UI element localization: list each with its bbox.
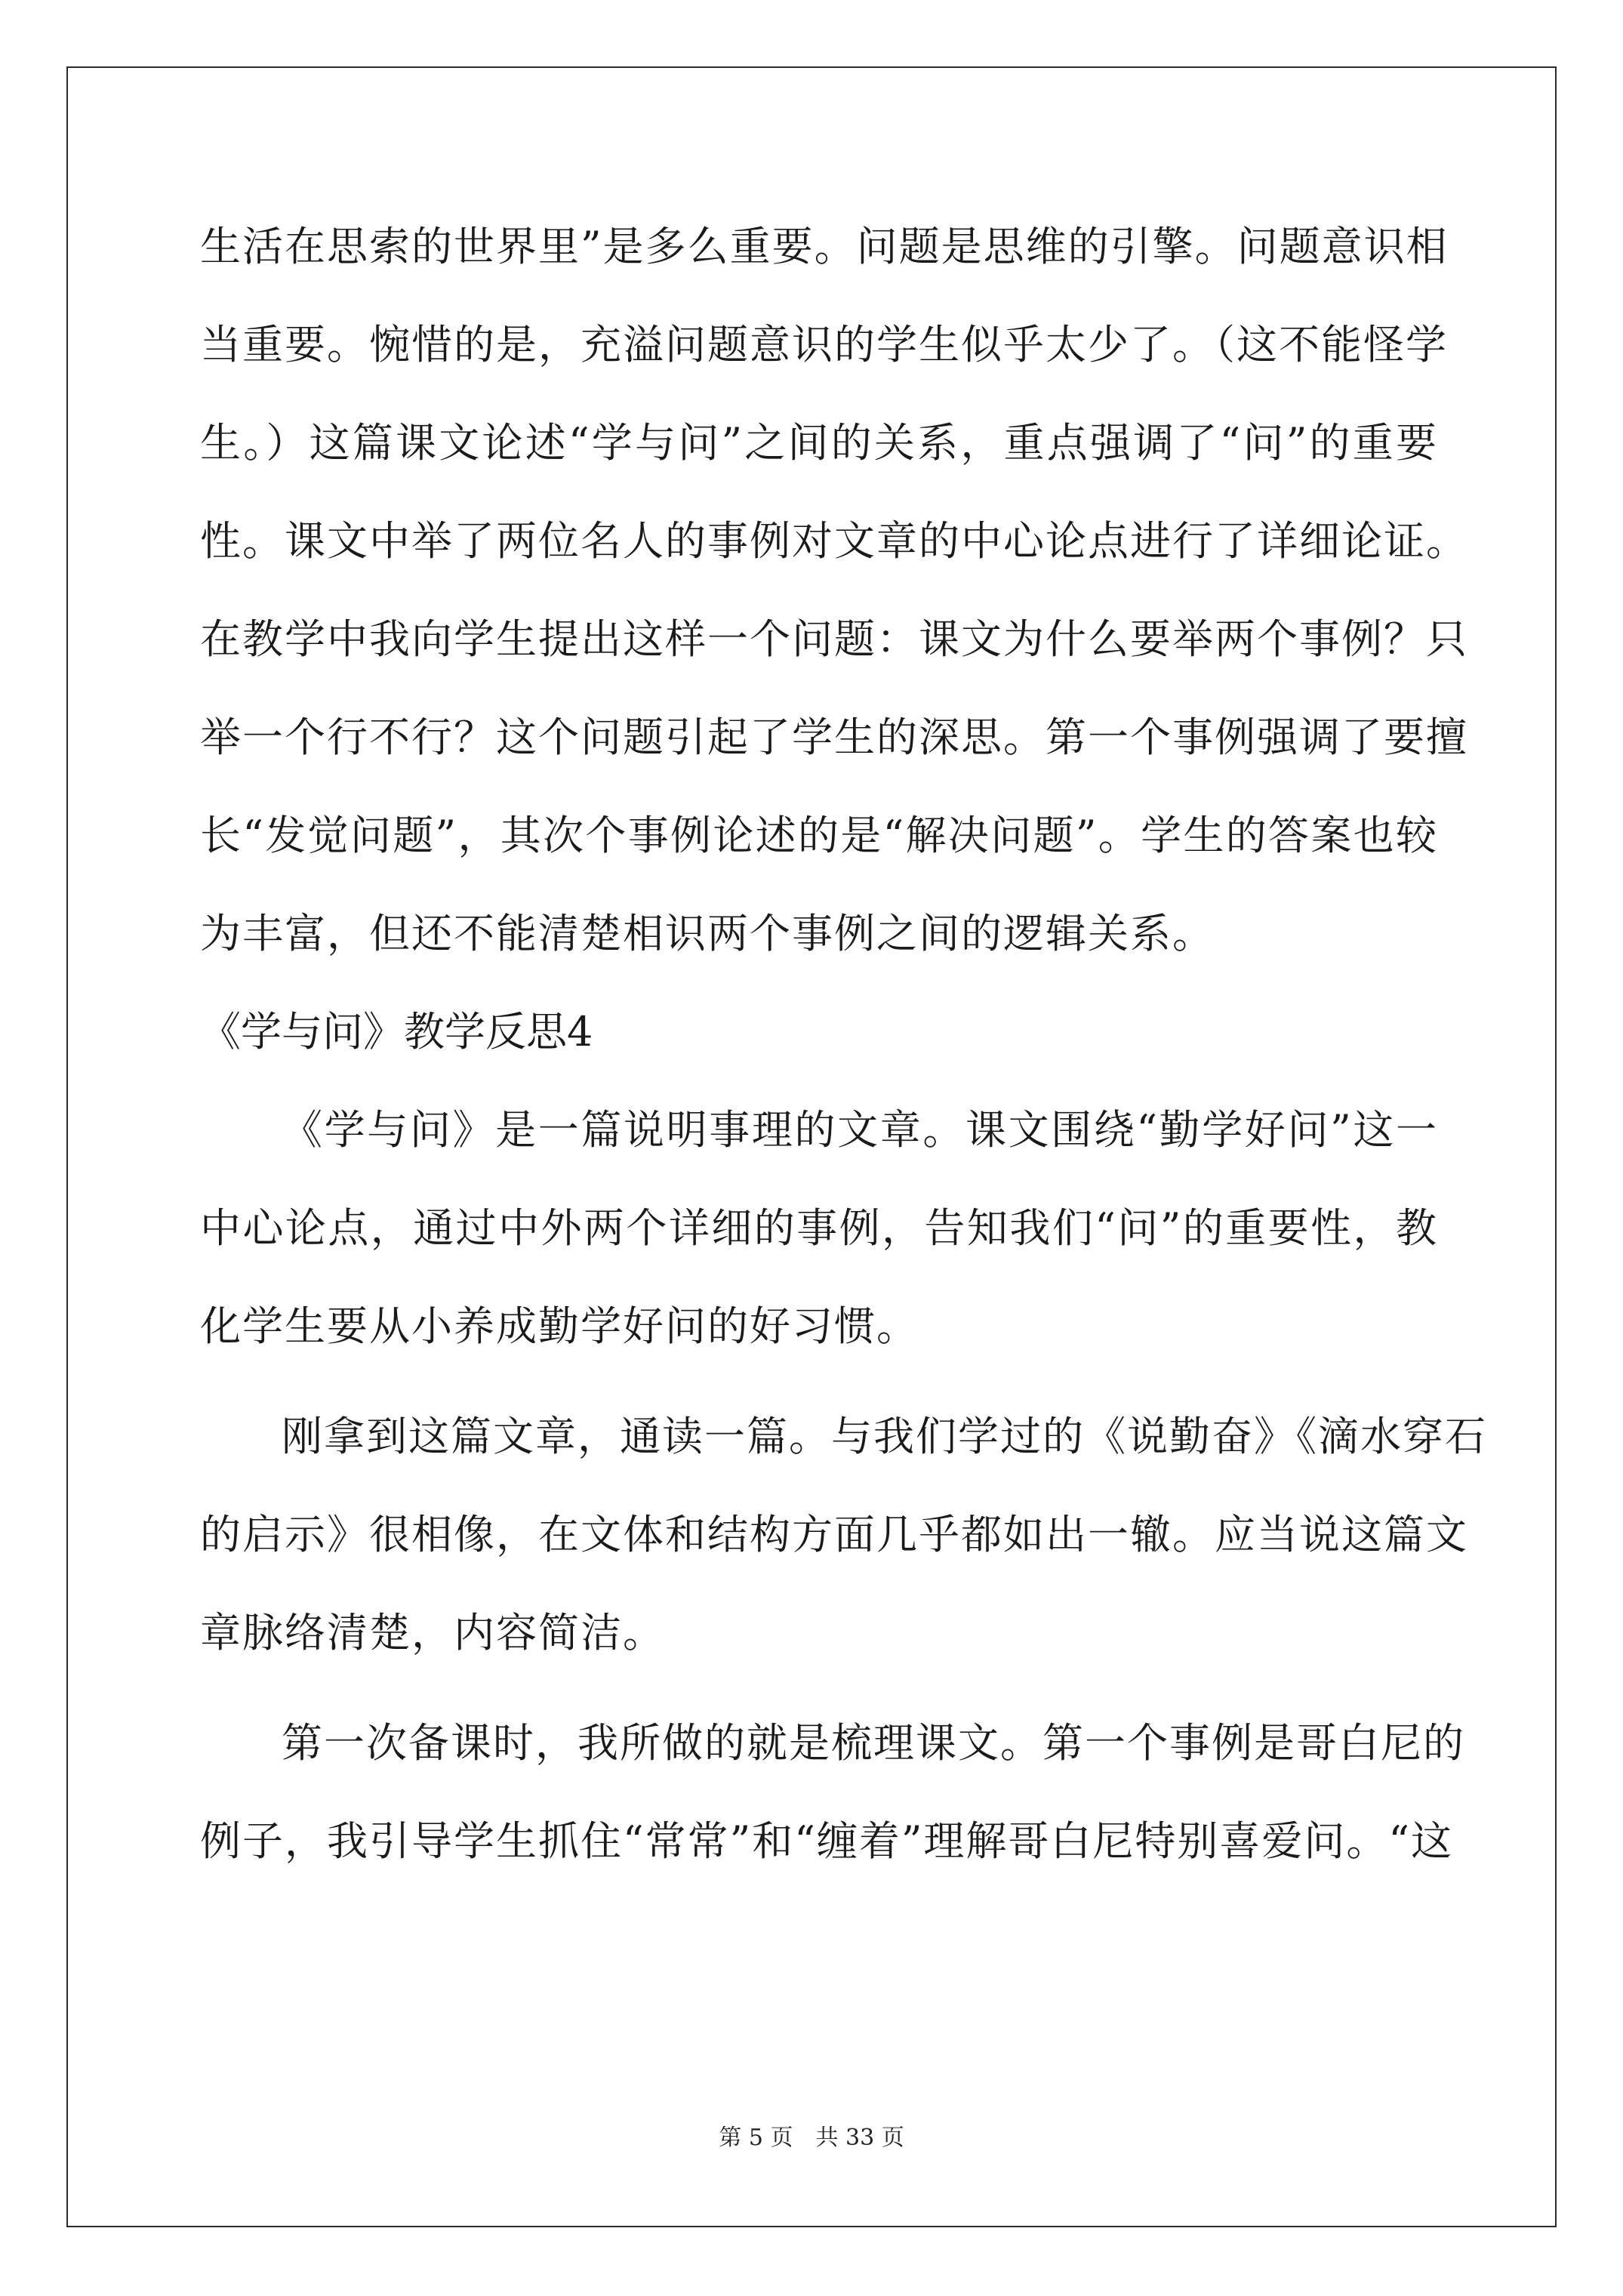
text-line: 刚拿到这篇文章，通读一篇。与我们学过的《说勤奋》《滴水穿石: [282, 1413, 1487, 1460]
text-line: 化学生要从小养成勤学好问的好习惯。: [200, 1302, 919, 1350]
document-body: [200, 198, 1487, 1891]
paragraph-continuation: [200, 198, 1468, 983]
text-line: 在教学中我向学生提出这样一个问题：课文为什么要举两个事例？只: [200, 615, 1468, 663]
paragraph-3: [200, 1694, 1465, 1891]
text-line: 中心论点，通过中外两个详细的事例，告知我们“问”的重要性，教: [200, 1204, 1438, 1252]
text-line: 的启示》很相像，在文体和结构方面几乎都如出一辙。应当说这篇文: [200, 1511, 1468, 1558]
text-line: 为丰富，但还不能清楚相识两个事例之间的逻辑关系。: [200, 910, 1215, 957]
paragraph-1: [200, 1081, 1438, 1376]
text-line: 性。课文中举了两位名人的事例对文章的中心论点进行了详细论证。: [200, 517, 1468, 565]
text-line: 第一次备课时，我所做的就是梳理课文。第一个事例是哥白尼的: [282, 1719, 1465, 1767]
page-number-footer: 第 5 页 共 33 页: [719, 2125, 904, 2151]
text-line: 长“发觉问题”，其次个事例论述的是“解决问题”。学生的答案也较: [200, 812, 1438, 859]
paragraph-gap: [200, 1682, 1438, 1694]
text-line: 《学与问》是一篇说明事理的文章。课文围绕“勤学好问”这一: [282, 1106, 1438, 1154]
text-line: 举一个行不行？这个问题引起了学生的深思。第一个事例强调了要擅: [200, 713, 1468, 761]
paragraph-2: [200, 1388, 1487, 1682]
text-line: 生活在思索的世界里”是多么重要。问题是思维的引擎。问题意识相: [200, 223, 1449, 270]
text-line: 当重要。惋惜的是，充溢问题意识的学生似乎太少了。（这不能怪学: [200, 321, 1448, 368]
section-heading: 《学与问》教学反思4: [200, 1008, 593, 1056]
text-line: 生。）这篇课文论述“学与问”之间的关系，重点强调了“问”的重要: [200, 419, 1438, 467]
text-line: 例子，我引导学生抓住“常常”和“缠着”理解哥白尼特别喜爱问。“这: [200, 1817, 1454, 1865]
text-line: 章脉络清楚，内容简洁。: [200, 1609, 665, 1657]
paragraph-gap: [200, 1376, 1438, 1388]
